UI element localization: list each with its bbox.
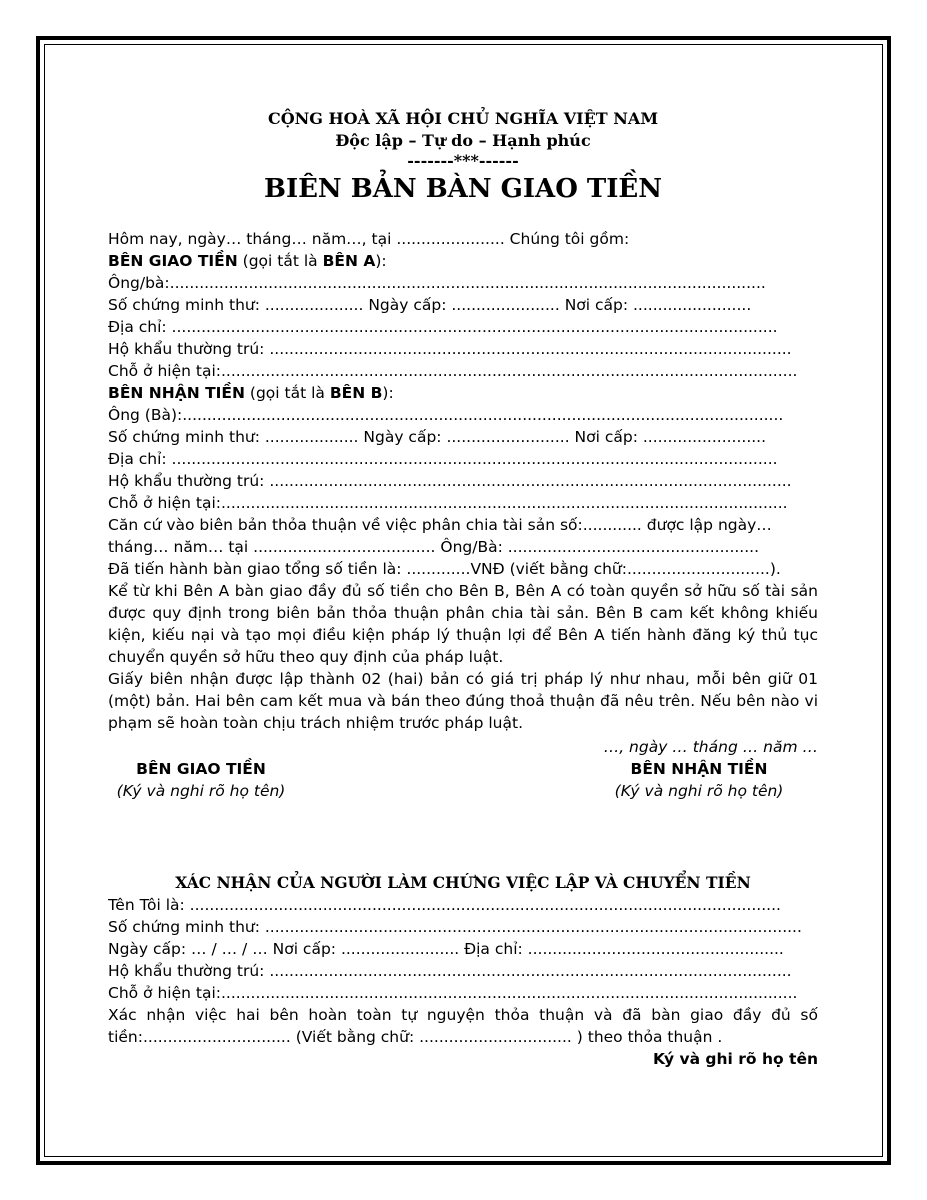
witness-issue-field: Ngày cấp: … / … / … Nơi cấp: ........................ Địa chỉ: ....................................................	[108, 940, 784, 958]
party-a-heading-bold: BÊN GIAO TIỀN	[108, 252, 238, 270]
witness-id-field: Số chứng minh thư: .............................................................................................................	[108, 918, 802, 936]
signature-right-note: (Ký và nghi rõ họ tên)	[614, 782, 784, 800]
party-a-abbr: BÊN A	[322, 252, 376, 270]
basis-line-1: Căn cứ vào biên bản thỏa thuận về việc phân chia tài sản số:............ được lập ngày…	[108, 516, 772, 534]
nation-header: CỘNG HOÀ XÃ HỘI CHỦ NGHĨA VIỆT NAM	[267, 109, 659, 128]
copies-paragraph: Giấy biên nhận được lập thành 02 (hai) bản có giá trị pháp lý như nhau, mỗi bên giữ 01 (một) bản. Hai bên cam kết mua và bán theo đúng thoả thuận đã nêu trên. Nếu bên nào vi phạm sẽ hoàn toàn chịu trách nhiệm trước pháp luật.	[108, 670, 818, 732]
signature-left-title: BÊN GIAO TIỀN	[136, 760, 266, 778]
party-b-heading-bold: BÊN NHẬN TIỀN	[108, 384, 245, 402]
witness-residence-field: Hộ khẩu thường trú: ..........................................................................................................	[108, 962, 792, 980]
party-a-current-address-field: Chỗ ở hiện tại:.....................................................................................................................	[108, 362, 798, 380]
amount-line: Đã tiến hành bàn giao tổng số tiền là: .............VNĐ (viết bằng chữ:.............................).	[108, 560, 781, 578]
ownership-paragraph: Kể từ khi Bên A bàn giao đầy đủ số tiền cho Bên B, Bên A có toàn quyền sở hữu số tài sản được quy định trong biên bản thỏa thuận phân chia tài sản. Bên B cam kết không khiếu kiện, kiếu nại và tạo mọi điều kiện pháp lý thuận lợi để Bên A tiến hành đăng ký thủ tục chuyển quyền sở hữu theo quy định của pháp luật.	[108, 582, 818, 666]
signature-left	[96, 758, 306, 802]
date-line: …, ngày … tháng … năm …	[603, 738, 818, 756]
party-a-heading-end: ):	[375, 252, 387, 270]
signature-right	[594, 758, 804, 802]
witness-name-field: Tên Tôi là: ........................................................................................................................	[108, 896, 781, 914]
party-a-residence-field: Hộ khẩu thường trú: ..........................................................................................................	[108, 340, 792, 358]
signature-left-note: (Ký và nghi rõ họ tên)	[116, 782, 286, 800]
party-b-abbr: BÊN B	[329, 384, 383, 402]
party-a-heading-mid: (gọi tắt là	[237, 252, 323, 270]
party-a-heading	[108, 250, 818, 272]
party-b-current-address-field: Chỗ ở hiện tại:...................................................................................................................	[108, 494, 788, 512]
signature-row	[108, 758, 818, 802]
witness-current-address-field: Chỗ ở hiện tại:.....................................................................................................................	[108, 984, 798, 1002]
separator: -------***------	[407, 151, 519, 170]
party-a-name-field: Ông/bà:.........................................................................................................................	[108, 274, 766, 292]
witness-sign-label: Ký và ghi rõ họ tên	[652, 1050, 818, 1068]
party-a-id-field: Số chứng minh thư: .................... Ngày cấp: ...................... Nơi cấp: ........................	[108, 296, 752, 314]
party-b-name-field: Ông (Bà):..........................................................................................................................	[108, 406, 784, 424]
motto: Độc lập – Tự do – Hạnh phúc	[335, 131, 591, 150]
party-a-address-field: Địa chỉ: ...........................................................................................................................	[108, 318, 778, 336]
party-b-address-field: Địa chỉ: ...........................................................................................................................	[108, 450, 778, 468]
document-title: BIÊN BẢN BÀN GIAO TIỀN	[263, 174, 663, 204]
signature-right-title: BÊN NHẬN TIỀN	[630, 760, 768, 778]
document-content	[108, 108, 818, 1070]
party-b-heading	[108, 382, 818, 404]
party-b-residence-field: Hộ khẩu thường trú: ..........................................................................................................	[108, 472, 792, 490]
party-b-heading-end: ):	[382, 384, 394, 402]
party-b-heading-mid: (gọi tắt là	[244, 384, 330, 402]
basis-line-2: tháng… năm… tại ..................................... Ông/Bà: ...................................................	[108, 538, 760, 556]
intro-line: Hôm nay, ngày… tháng… năm…, tại ...................... Chúng tôi gồm:	[108, 230, 630, 248]
party-b-id-field: Số chứng minh thư: ................... Ngày cấp: ......................... Nơi cấp: .........................	[108, 428, 767, 446]
witness-title: XÁC NHẬN CỦA NGƯỜI LÀM CHỨNG VIỆC LẬP VÀ CHUYỂN TIỀN	[175, 873, 751, 892]
witness-confirm-paragraph: Xác nhận việc hai bên hoàn toàn tự nguyện thỏa thuận và đã bàn giao đầy đủ số tiền:.............................. (Viết bằng chữ: ............................... ) theo thỏa thuận .	[108, 1006, 818, 1046]
